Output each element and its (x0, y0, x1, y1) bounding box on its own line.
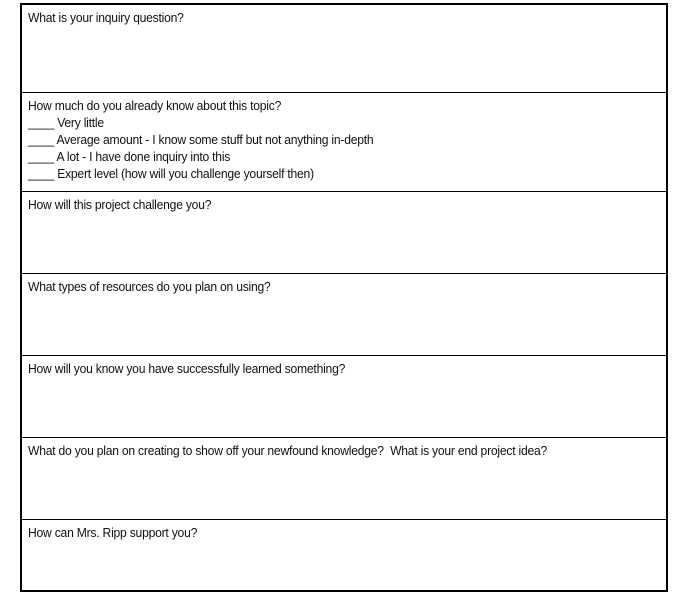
form-row-prior-knowledge (22, 93, 666, 192)
form-row-project-challenge (22, 192, 666, 274)
form-row-resources-plan (22, 274, 666, 356)
option-choice[interactable]: ____ A lot - I have done inquiry into this (28, 149, 231, 164)
option-choice[interactable]: ____ Expert level (how will you challenge yourself then) (28, 166, 314, 181)
prompt-label-success-measure: How will you know you have successfully learned something? (28, 361, 346, 376)
form-row-end-project-idea (22, 438, 666, 520)
prompt-label-project-challenge: How will this project challenge you? (28, 197, 212, 212)
option-choice[interactable]: ____ Very little (28, 115, 104, 130)
prompt-label-end-project-idea: What do you plan on creating to show off your newfound knowledge? What is your end project idea? (28, 443, 548, 458)
form-row-teacher-support (22, 520, 666, 590)
prompt-label-inquiry-question: What is your inquiry question? (28, 10, 184, 25)
option-choice[interactable]: ____ Average amount - I know some stuff but not anything in-depth (28, 132, 374, 147)
form-row-inquiry-question (22, 5, 666, 93)
option-list-prior-knowledge (28, 114, 373, 182)
form-row-success-measure (22, 356, 666, 438)
prompt-label-teacher-support: How can Mrs. Ripp support you? (28, 525, 198, 540)
inquiry-planning-table (20, 3, 668, 592)
prompt-label-resources-plan: What types of resources do you plan on using? (28, 279, 271, 294)
prompt-label-prior-knowledge: How much do you already know about this topic? (28, 98, 282, 113)
